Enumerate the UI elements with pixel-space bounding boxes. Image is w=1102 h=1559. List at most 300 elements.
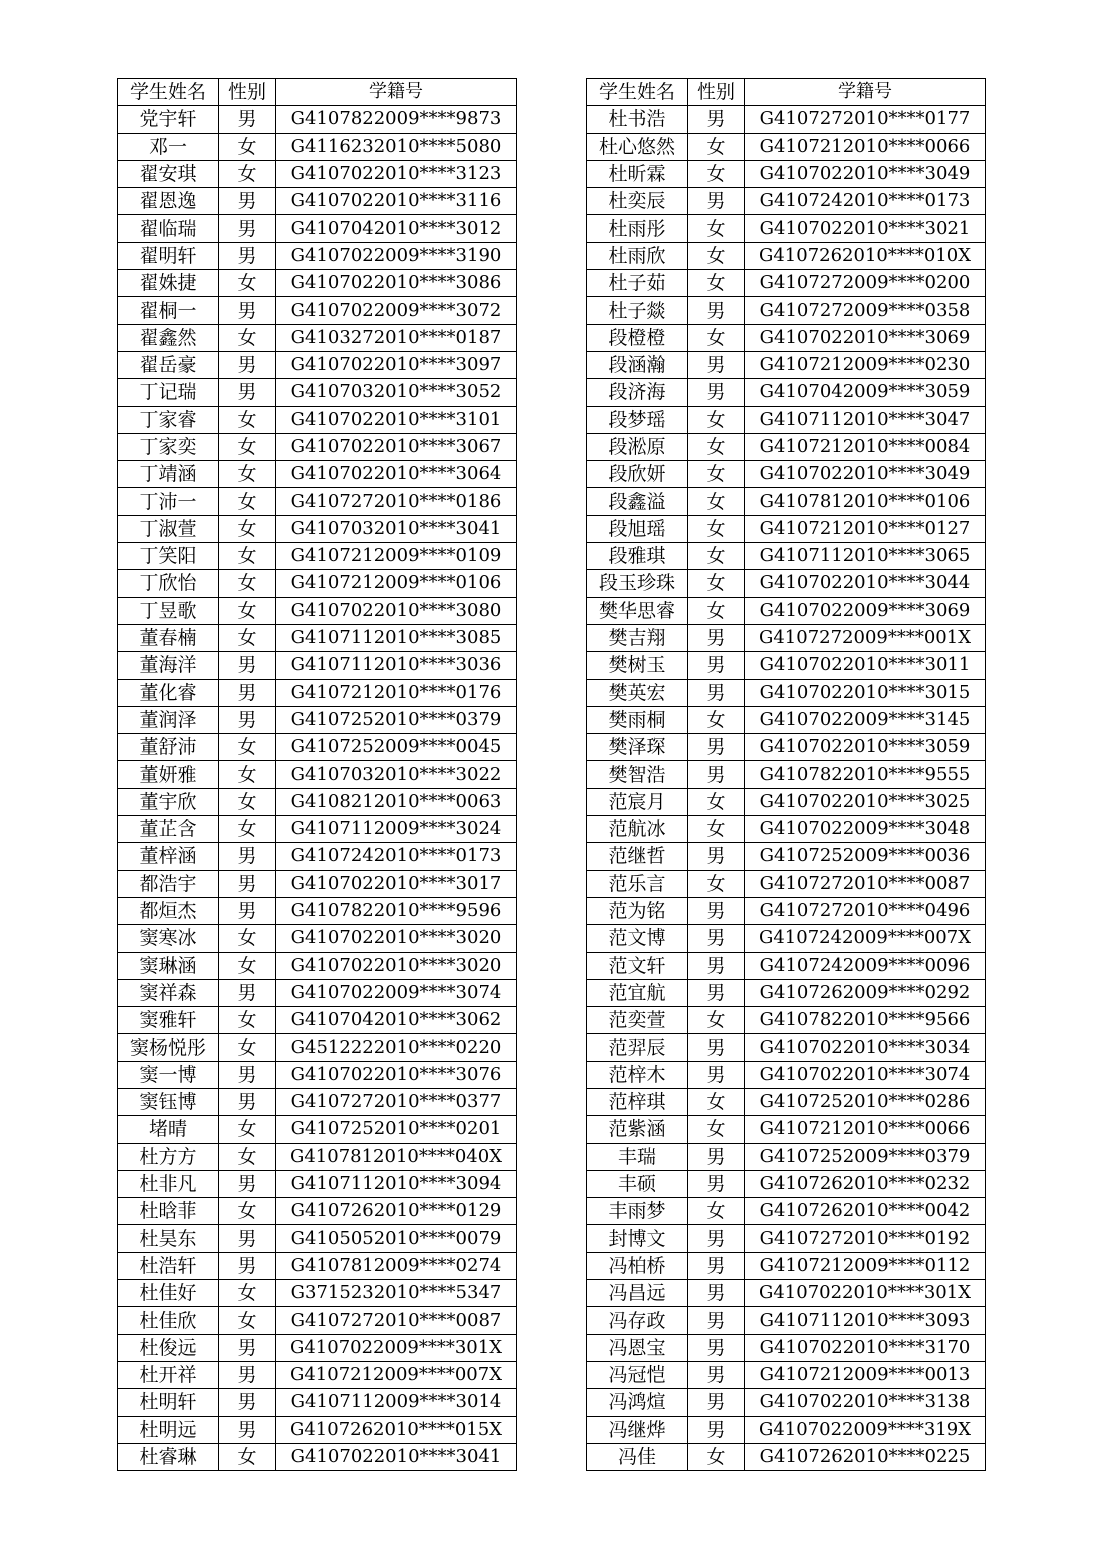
student-name-cell: 翟鑫然 (118, 324, 219, 351)
header-name: 学生姓名 (118, 79, 219, 106)
table-row (118, 1198, 517, 1225)
gender-cell: 男 (219, 1061, 276, 1088)
table-row (587, 652, 986, 679)
student-id-cell: G4107022010****3020 (276, 952, 517, 979)
table-row (118, 1007, 517, 1034)
gender-cell: 男 (219, 1225, 276, 1252)
table-row (118, 624, 517, 651)
student-id-cell: G4107212009****0112 (745, 1252, 986, 1279)
gender-cell: 女 (219, 461, 276, 488)
table-row (587, 1416, 986, 1443)
gender-cell: 男 (219, 297, 276, 324)
student-name-cell: 董舒沛 (118, 734, 219, 761)
student-id-cell: G4107022010****3170 (745, 1334, 986, 1361)
table-row (587, 488, 986, 515)
gender-cell: 男 (219, 652, 276, 679)
header-gender: 性别 (688, 79, 745, 106)
student-name-cell: 段鑫溢 (587, 488, 688, 515)
table-row (118, 1443, 517, 1470)
gender-cell: 男 (219, 1088, 276, 1115)
student-id-cell: G4107022010****3049 (745, 461, 986, 488)
student-name-cell: 丰硕 (587, 1170, 688, 1197)
table-row (118, 215, 517, 242)
table-row (118, 1116, 517, 1143)
table-row (587, 270, 986, 297)
gender-cell: 男 (688, 734, 745, 761)
student-name-cell: 窦雅轩 (118, 1007, 219, 1034)
gender-cell: 女 (688, 242, 745, 269)
student-id-cell: G4107022009****3069 (745, 597, 986, 624)
student-id-cell: G4107022010****3086 (276, 270, 517, 297)
gender-cell: 女 (219, 433, 276, 460)
student-name-cell: 段玉珍珠 (587, 570, 688, 597)
student-name-cell: 范紫涵 (587, 1116, 688, 1143)
student-id-cell: G4107212010****0066 (745, 1116, 986, 1143)
student-table-right (586, 78, 986, 1471)
gender-cell: 女 (688, 488, 745, 515)
student-name-cell: 樊英宏 (587, 679, 688, 706)
gender-cell: 男 (688, 897, 745, 924)
student-id-cell: G4107042010****3012 (276, 215, 517, 242)
student-name-cell: 段梦瑶 (587, 406, 688, 433)
student-name-cell: 董春楠 (118, 624, 219, 651)
table-row (118, 1034, 517, 1061)
student-name-cell: 杜睿琳 (118, 1443, 219, 1470)
student-name-cell: 范宸月 (587, 788, 688, 815)
table-row (587, 1061, 986, 1088)
gender-cell: 男 (688, 925, 745, 952)
student-name-cell: 杜开祥 (118, 1361, 219, 1388)
student-id-cell: G4107112010****3094 (276, 1170, 517, 1197)
table-row (587, 215, 986, 242)
student-name-cell: 范继哲 (587, 843, 688, 870)
student-id-cell: G4107212010****0127 (745, 515, 986, 542)
student-id-cell: G4107112010****3085 (276, 624, 517, 651)
student-id-cell: G4107022010****3015 (745, 679, 986, 706)
student-id-cell: G4107112009****3014 (276, 1389, 517, 1416)
student-id-cell: G4107262010****010X (745, 242, 986, 269)
gender-cell: 男 (219, 870, 276, 897)
student-id-cell: G4107022010****3064 (276, 461, 517, 488)
gender-cell: 男 (688, 379, 745, 406)
table-row (587, 406, 986, 433)
student-id-cell: G4107022010****3034 (745, 1034, 986, 1061)
table-row (118, 133, 517, 160)
table-row (118, 679, 517, 706)
table-row (587, 1280, 986, 1307)
student-id-cell: G4107022009****3074 (276, 979, 517, 1006)
student-name-cell: 翟恩逸 (118, 188, 219, 215)
gender-cell: 女 (688, 1116, 745, 1143)
gender-cell: 男 (688, 624, 745, 651)
student-id-cell: G4107022009****3048 (745, 816, 986, 843)
gender-cell: 女 (688, 270, 745, 297)
student-name-cell: 范梓木 (587, 1061, 688, 1088)
table-row (587, 624, 986, 651)
gender-cell: 男 (219, 351, 276, 378)
student-id-cell: G4107242010****0173 (276, 843, 517, 870)
gender-cell: 男 (688, 1225, 745, 1252)
gender-cell: 女 (219, 1198, 276, 1225)
student-name-cell: 丁记瑞 (118, 379, 219, 406)
student-id-cell: G4107262010****0232 (745, 1170, 986, 1197)
gender-cell: 女 (688, 816, 745, 843)
gender-cell: 女 (688, 406, 745, 433)
student-name-cell: 窦杨悦彤 (118, 1034, 219, 1061)
gender-cell: 女 (219, 515, 276, 542)
table-row (587, 324, 986, 351)
student-name-cell: 杜子燚 (587, 297, 688, 324)
gender-cell: 女 (219, 925, 276, 952)
table-row (587, 897, 986, 924)
table-row (587, 1116, 986, 1143)
student-id-cell: G4107242009****0096 (745, 952, 986, 979)
student-id-cell: G4107262010****0129 (276, 1198, 517, 1225)
student-id-cell: G4107042009****3059 (745, 379, 986, 406)
student-name-cell: 杜书浩 (587, 106, 688, 133)
student-name-cell: 范宜航 (587, 979, 688, 1006)
gender-cell: 男 (219, 1361, 276, 1388)
student-id-cell: G4107042010****3062 (276, 1007, 517, 1034)
gender-cell: 男 (688, 1061, 745, 1088)
student-name-cell: 杜浩轩 (118, 1252, 219, 1279)
gender-cell: 女 (688, 788, 745, 815)
student-id-cell: G4107022010****3069 (745, 324, 986, 351)
gender-cell: 女 (219, 734, 276, 761)
student-name-cell: 冯昌远 (587, 1280, 688, 1307)
student-name-cell: 董润泽 (118, 706, 219, 733)
student-id-cell: G4107022010****3017 (276, 870, 517, 897)
gender-cell: 男 (688, 1280, 745, 1307)
table-row (118, 925, 517, 952)
table-row (118, 570, 517, 597)
student-name-cell: 范乐言 (587, 870, 688, 897)
student-name-cell: 杜雨彤 (587, 215, 688, 242)
table-row (118, 242, 517, 269)
gender-cell: 男 (688, 1143, 745, 1170)
student-id-cell: G4107272009****001X (745, 624, 986, 651)
table-row (587, 843, 986, 870)
student-name-cell: 冯佳 (587, 1443, 688, 1470)
student-id-cell: G4107032010****3052 (276, 379, 517, 406)
student-id-cell: G3715232010****5347 (276, 1280, 517, 1307)
table-row (587, 734, 986, 761)
student-id-cell: G4107822009****9873 (276, 106, 517, 133)
gender-cell: 男 (688, 1034, 745, 1061)
student-id-cell: G4107112010****3093 (745, 1307, 986, 1334)
gender-cell: 男 (219, 188, 276, 215)
student-id-cell: G4107022010****3080 (276, 597, 517, 624)
table-row (118, 843, 517, 870)
table-row (587, 925, 986, 952)
table-row (587, 433, 986, 460)
student-name-cell: 杜心悠然 (587, 133, 688, 160)
table-row (118, 379, 517, 406)
student-id-cell: G4107022009****319X (745, 1416, 986, 1443)
table-row (118, 351, 517, 378)
student-id-cell: G4107022009****301X (276, 1334, 517, 1361)
student-name-cell: 党宇轩 (118, 106, 219, 133)
student-id-cell: G4107022010****3074 (745, 1061, 986, 1088)
gender-cell: 男 (219, 843, 276, 870)
table-row (587, 1034, 986, 1061)
student-table-left (117, 78, 517, 1471)
student-id-cell: G4107242010****0173 (745, 188, 986, 215)
student-name-cell: 杜明轩 (118, 1389, 219, 1416)
table-row (118, 1280, 517, 1307)
student-id-cell: G4107252009****0036 (745, 843, 986, 870)
gender-cell: 女 (219, 324, 276, 351)
table-row (587, 570, 986, 597)
table-row (118, 761, 517, 788)
student-id-cell: G4107022010****3076 (276, 1061, 517, 1088)
student-id-cell: G4107262009****0292 (745, 979, 986, 1006)
table-row (118, 1170, 517, 1197)
student-name-cell: 丁欣怡 (118, 570, 219, 597)
student-name-cell: 封博文 (587, 1225, 688, 1252)
table-row (587, 761, 986, 788)
header-student-id: 学籍号 (276, 79, 517, 106)
student-name-cell: 范梓琪 (587, 1088, 688, 1115)
table-row (118, 597, 517, 624)
student-name-cell: 杜子茹 (587, 270, 688, 297)
student-name-cell: 董宇欣 (118, 788, 219, 815)
student-id-cell: G4107022010****3097 (276, 351, 517, 378)
table-row (587, 1225, 986, 1252)
gender-cell: 男 (219, 242, 276, 269)
student-name-cell: 杜昕霖 (587, 160, 688, 187)
table-row (587, 1252, 986, 1279)
table-row (587, 242, 986, 269)
gender-cell: 女 (219, 1280, 276, 1307)
gender-cell: 男 (688, 679, 745, 706)
table-row (118, 1416, 517, 1443)
table-row (118, 1334, 517, 1361)
table-row (587, 1334, 986, 1361)
gender-cell: 男 (219, 1170, 276, 1197)
table-row (587, 461, 986, 488)
gender-cell: 男 (688, 1416, 745, 1443)
student-id-cell: G4107812010****040X (276, 1143, 517, 1170)
student-name-cell: 翟临瑞 (118, 215, 219, 242)
student-name-cell: 邓一 (118, 133, 219, 160)
student-name-cell: 都烜杰 (118, 897, 219, 924)
gender-cell: 男 (688, 761, 745, 788)
table-row (587, 515, 986, 542)
student-id-cell: G4512222010****0220 (276, 1034, 517, 1061)
student-id-cell: G4107022010****3101 (276, 406, 517, 433)
table-row (118, 324, 517, 351)
gender-cell: 女 (688, 461, 745, 488)
gender-cell: 女 (219, 952, 276, 979)
student-id-cell: G4107022010****3138 (745, 1389, 986, 1416)
student-id-cell: G4107262010****0042 (745, 1198, 986, 1225)
student-name-cell: 范文轩 (587, 952, 688, 979)
student-id-cell: G4107112010****3047 (745, 406, 986, 433)
table-row (587, 543, 986, 570)
student-id-cell: G4107212009****0230 (745, 351, 986, 378)
student-name-cell: 范奕萱 (587, 1007, 688, 1034)
gender-cell: 女 (219, 1143, 276, 1170)
student-id-cell: G4107812010****0106 (745, 488, 986, 515)
student-name-cell: 翟安琪 (118, 160, 219, 187)
header-row (118, 79, 517, 106)
gender-cell: 女 (688, 597, 745, 624)
gender-cell: 女 (688, 515, 745, 542)
student-name-cell: 杜晗菲 (118, 1198, 219, 1225)
table-row (587, 1198, 986, 1225)
student-id-cell: G4107272010****0087 (276, 1307, 517, 1334)
gender-cell: 男 (688, 188, 745, 215)
student-id-cell: G4107022009****3190 (276, 242, 517, 269)
gender-cell: 男 (688, 979, 745, 1006)
student-id-cell: G4107112010****3065 (745, 543, 986, 570)
gender-cell: 女 (219, 816, 276, 843)
gender-cell: 女 (219, 406, 276, 433)
student-name-cell: 段旭瑶 (587, 515, 688, 542)
student-id-cell: G4107022010****3021 (745, 215, 986, 242)
student-name-cell: 窦琳涵 (118, 952, 219, 979)
student-name-cell: 范为铭 (587, 897, 688, 924)
table-row (118, 488, 517, 515)
gender-cell: 男 (219, 1334, 276, 1361)
table-row (118, 706, 517, 733)
student-name-cell: 董海洋 (118, 652, 219, 679)
header-row (587, 79, 986, 106)
student-id-cell: G4107022010****3020 (276, 925, 517, 952)
student-name-cell: 樊华思睿 (587, 597, 688, 624)
gender-cell: 女 (688, 433, 745, 460)
table-row (118, 1307, 517, 1334)
student-name-cell: 杜雨欣 (587, 242, 688, 269)
gender-cell: 女 (688, 1198, 745, 1225)
gender-cell: 女 (688, 1007, 745, 1034)
student-id-cell: G4107272010****0377 (276, 1088, 517, 1115)
gender-cell: 女 (219, 160, 276, 187)
gender-cell: 男 (219, 679, 276, 706)
student-id-cell: G4107022010****301X (745, 1280, 986, 1307)
student-id-cell: G4107022009****3072 (276, 297, 517, 324)
student-name-cell: 段雅琪 (587, 543, 688, 570)
table-row (587, 679, 986, 706)
gender-cell: 女 (219, 570, 276, 597)
student-name-cell: 樊雨桐 (587, 706, 688, 733)
student-id-cell: G4107022010****3044 (745, 570, 986, 597)
header-name: 学生姓名 (587, 79, 688, 106)
gender-cell: 女 (219, 1116, 276, 1143)
gender-cell: 男 (688, 1170, 745, 1197)
student-id-cell: G4107022010****3049 (745, 160, 986, 187)
student-id-cell: G4107822010****9555 (745, 761, 986, 788)
student-name-cell: 丁靖涵 (118, 461, 219, 488)
student-id-cell: G4116232010****5080 (276, 133, 517, 160)
table-row (118, 979, 517, 1006)
student-name-cell: 翟姝捷 (118, 270, 219, 297)
student-name-cell: 樊树玉 (587, 652, 688, 679)
gender-cell: 男 (219, 1389, 276, 1416)
student-name-cell: 冯柏桥 (587, 1252, 688, 1279)
gender-cell: 男 (688, 1252, 745, 1279)
student-id-cell: G4107212009****007X (276, 1361, 517, 1388)
table-row (587, 1361, 986, 1388)
gender-cell: 男 (219, 897, 276, 924)
gender-cell: 女 (219, 1034, 276, 1061)
table-row (587, 1443, 986, 1470)
gender-cell: 女 (688, 570, 745, 597)
table-row (118, 1389, 517, 1416)
student-name-cell: 范文博 (587, 925, 688, 952)
gender-cell: 女 (219, 597, 276, 624)
gender-cell: 男 (688, 106, 745, 133)
table-row (118, 188, 517, 215)
student-name-cell: 杜佳好 (118, 1280, 219, 1307)
table-row (118, 270, 517, 297)
table-row (118, 1361, 517, 1388)
table-row (587, 979, 986, 1006)
gender-cell: 男 (688, 652, 745, 679)
student-name-cell: 丁昱歌 (118, 597, 219, 624)
student-id-cell: G4107822010****9596 (276, 897, 517, 924)
table-row (587, 1088, 986, 1115)
table-row (118, 1143, 517, 1170)
gender-cell: 女 (219, 1007, 276, 1034)
student-id-cell: G4107212010****0066 (745, 133, 986, 160)
student-id-cell: G4107822010****9566 (745, 1007, 986, 1034)
student-name-cell: 丰雨梦 (587, 1198, 688, 1225)
table-row (118, 461, 517, 488)
student-id-cell: G4105052010****0079 (276, 1225, 517, 1252)
student-name-cell: 范羿辰 (587, 1034, 688, 1061)
gender-cell: 男 (219, 1252, 276, 1279)
student-name-cell: 冯继烨 (587, 1416, 688, 1443)
table-row (118, 952, 517, 979)
table-row (118, 897, 517, 924)
student-id-cell: G4107212010****0176 (276, 679, 517, 706)
table-row (587, 816, 986, 843)
student-name-cell: 董化睿 (118, 679, 219, 706)
gender-cell: 女 (219, 1307, 276, 1334)
student-name-cell: 樊泽琛 (587, 734, 688, 761)
gender-cell: 男 (219, 106, 276, 133)
student-name-cell: 丁家睿 (118, 406, 219, 433)
student-id-cell: G4107272010****0186 (276, 488, 517, 515)
student-name-cell: 董妍雅 (118, 761, 219, 788)
table-row (587, 597, 986, 624)
student-id-cell: G4103272010****0187 (276, 324, 517, 351)
header-student-id: 学籍号 (745, 79, 986, 106)
student-id-cell: G4107812009****0274 (276, 1252, 517, 1279)
student-id-cell: G4107262010****015X (276, 1416, 517, 1443)
student-name-cell: 冯存政 (587, 1307, 688, 1334)
student-name-cell: 丁家奕 (118, 433, 219, 460)
student-id-cell: G4107272010****0177 (745, 106, 986, 133)
student-id-cell: G4107022010****3025 (745, 788, 986, 815)
table-row (118, 433, 517, 460)
gender-cell: 女 (688, 160, 745, 187)
table-row (118, 297, 517, 324)
gender-cell: 女 (688, 324, 745, 351)
table-row (118, 543, 517, 570)
student-name-cell: 范航冰 (587, 816, 688, 843)
student-id-cell: G4107022010****3067 (276, 433, 517, 460)
student-name-cell: 冯鸿煊 (587, 1389, 688, 1416)
student-name-cell: 杜明远 (118, 1416, 219, 1443)
student-id-cell: G4107112009****3024 (276, 816, 517, 843)
table-row (118, 406, 517, 433)
student-name-cell: 翟明轩 (118, 242, 219, 269)
gender-cell: 男 (688, 297, 745, 324)
student-name-cell: 窦寒冰 (118, 925, 219, 952)
